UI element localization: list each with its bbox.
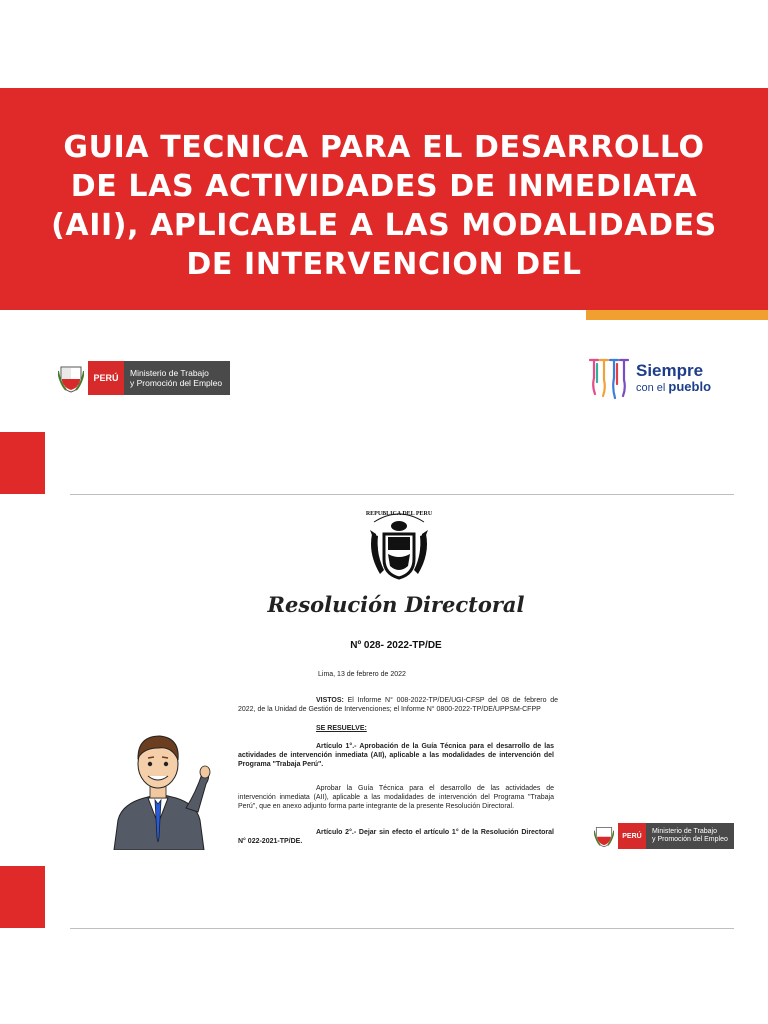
divider-bottom — [70, 928, 734, 929]
document-date: Lima, 13 de febrero de 2022 — [318, 671, 406, 678]
businessman-illustration — [104, 728, 212, 850]
document-number: Nº 028- 2022-TP/DE — [350, 640, 442, 651]
national-seal-icon — [364, 504, 434, 584]
coat-of-arms-small-icon — [594, 824, 614, 848]
accent-strip — [586, 310, 768, 320]
vistos-text: El Informe N° 008-2022-TP/DE/UGI-CFSP del 08 de febrero de 2022, de la Unidad de Gestión de Intervenciones; el Informe N° 0800-2022-TP/DE/UPPSM-CFPP — [238, 697, 558, 713]
ministry-small-line2: y Promoción del Empleo — [652, 836, 728, 843]
coat-of-arms-icon — [58, 363, 84, 393]
title-banner — [0, 88, 768, 310]
red-side-block-top — [0, 432, 45, 494]
divider-top — [70, 494, 734, 495]
article-1-label: Artículo 1°.- Aprobación de la Guía Técnica para el desarrollo de las actividades de intervención inmediata (AII), aplicable a las modalidades de intervención del Programa "Trabaja Perú". — [238, 743, 554, 768]
ministry-small-line1: Ministerio de Trabajo — [652, 828, 717, 835]
document-heading: Resolución Directoral — [267, 592, 525, 617]
presentation-title: GUIA TECNICA PARA EL DESARROLLO DE LAS ACTIVIDADES DE INMEDIATA (AII), APLICABLE A LAS MODALIDADES DE INTERVENCION DEL — [51, 130, 717, 282]
se-resuelve: SE RESUELVE: — [316, 725, 367, 732]
con-el-pueblo — [636, 380, 711, 395]
ministry-line1: Ministerio de Trabajo — [130, 368, 209, 378]
article-2-label: Artículo 2°.- Dejar sin efecto el artículo 1° de la Resolución Directoral N° 022-2021-TP/DE. — [238, 829, 554, 845]
ministry-label-small — [646, 823, 734, 849]
article-1-text: Aprobar la Guía Técnica para el desarrollo de las actividades de intervención inmediata (AII), aplicable a las modalidades de intervención del Programa "Trabaja Perú", que en anexo adjunto forma parte integrante de la presente Resolución Directoral. — [238, 785, 554, 810]
peru-label: PERÚ — [88, 361, 124, 395]
peru-label-small: PERÚ — [618, 823, 646, 849]
pueblo-word: pueblo — [668, 378, 712, 394]
siempre-logo — [588, 356, 711, 400]
ministry-label — [124, 361, 230, 395]
vistos-label: VISTOS: — [316, 697, 344, 704]
ministry-logo — [58, 360, 230, 396]
con-el: con el — [636, 381, 666, 394]
red-side-block-bottom — [0, 866, 45, 928]
resolution-document — [208, 502, 584, 848]
ministry-line2: y Promoción del Empleo — [130, 378, 223, 388]
ministry-logo-small — [594, 822, 734, 850]
siempre-text — [636, 362, 711, 395]
colorful-figures-icon — [588, 356, 630, 400]
seal-text: REPUBLICA DEL PERU — [365, 511, 433, 517]
siempre-word: Siempre — [636, 360, 704, 380]
vistos-paragraph — [238, 696, 558, 714]
